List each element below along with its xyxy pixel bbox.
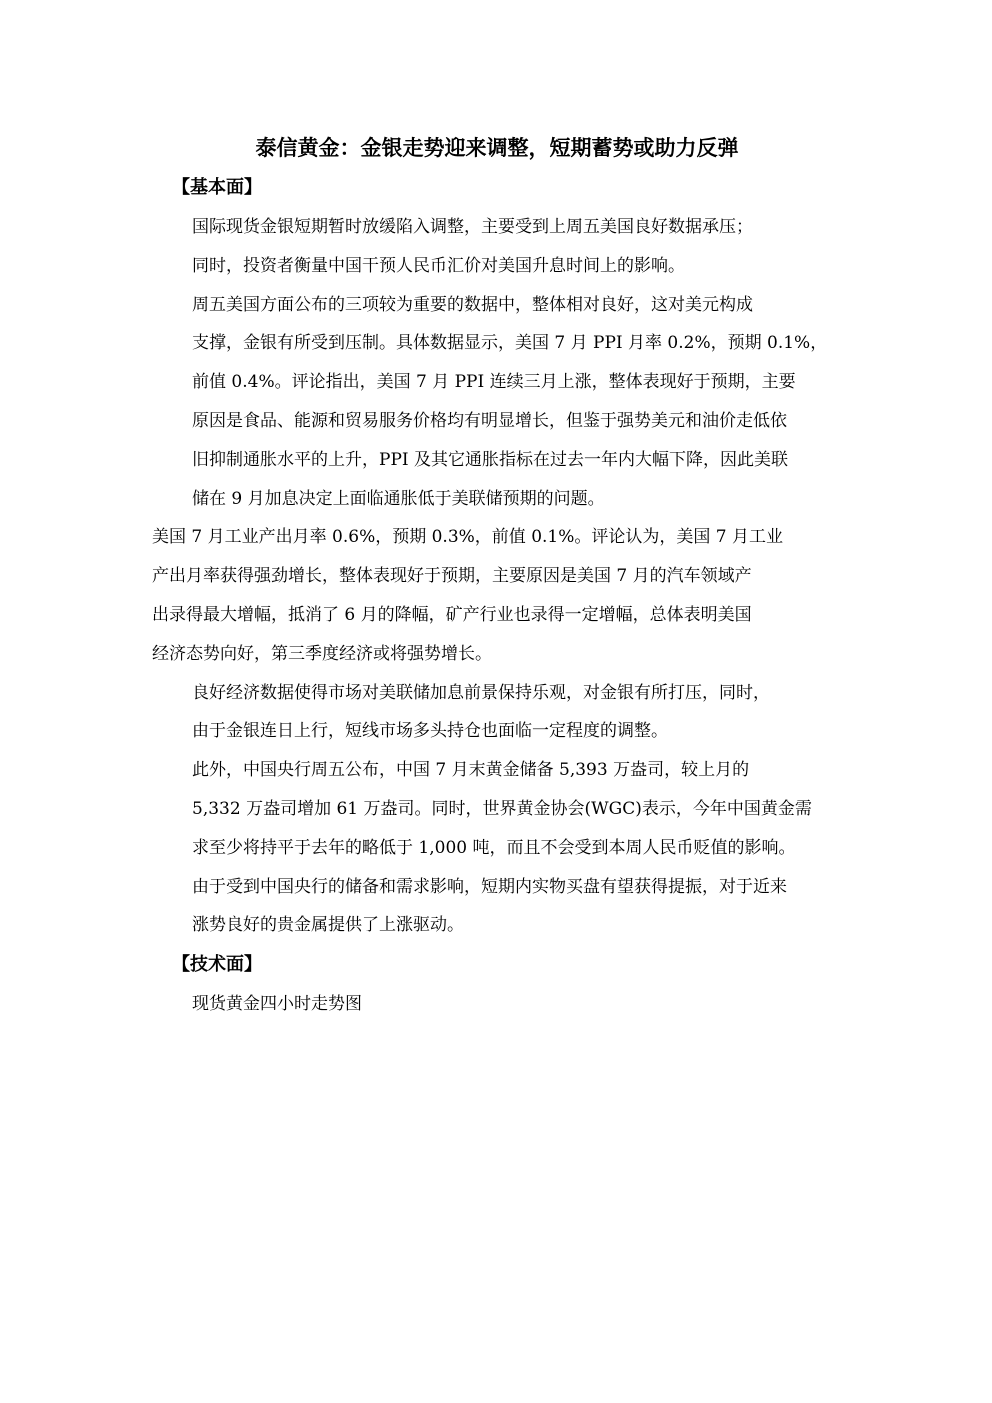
text-line: 出录得最大增幅，抵消了 6 月的降幅，矿产行业也录得一定增幅，总体表明美国 (152, 604, 752, 625)
paragraph-5 (152, 751, 842, 945)
paragraph-6 (152, 985, 842, 1024)
text-line: 周五美国方面公布的三项较为重要的数据中，整体相对良好，这对美元构成 (192, 294, 753, 315)
text-line: 产出月率获得强劲增长，整体表现好于预期，主要原因是美国 7 月的汽车领域产 (152, 566, 752, 587)
text-line: 支撑，金银有所受到压制。具体数据显示，美国 7 月 PPI 月率 0.2%，预期 0.1%， (192, 333, 828, 354)
text-line: 经济态势向好，第三季度经济或将强势增长。 (152, 643, 492, 664)
paragraph-3 (152, 518, 842, 673)
text-line: 原因是食品、能源和贸易服务价格均有明显增长，但鉴于强势美元和油价走低依 (192, 410, 787, 431)
document-title: 泰信黄金：金银走势迎来调整，短期蓄势或助力反弹 (255, 136, 739, 160)
document-body (152, 128, 842, 1024)
text-line: 此外，中国央行周五公布，中国 7 月末黄金储备 5,393 万盎司，较上月的 (192, 760, 750, 781)
section-heading-technicals: 【技术面】 (172, 954, 262, 976)
text-line: 旧抑制通胀水平的上升，PPI 及其它通胀指标在过去一年内大幅下降，因此美联 (192, 449, 788, 470)
text-line: 由于金银连日上行，短线市场多头持仓也面临一定程度的调整。 (192, 721, 668, 742)
text-line: 前值 0.4%。评论指出，美国 7 月 PPI 连续三月上涨，整体表现好于预期，主要 (192, 372, 796, 393)
text-line: 5,332 万盎司增加 61 万盎司。同时，世界黄金协会(WGC)表示，今年中国黄金需 (192, 798, 812, 819)
text-line: 良好经济数据使得市场对美联储加息前景保持乐观，对金银有所打压，同时， (192, 682, 770, 703)
paragraph-2 (152, 286, 842, 519)
text-line: 国际现货金银短期暂时放缓陷入调整，主要受到上周五美国良好数据承压； (192, 217, 753, 237)
text-line: 涨势良好的贵金属提供了上涨驱动。 (192, 915, 464, 936)
text-line: 美国 7 月工业产出月率 0.6%，预期 0.3%，前值 0.1%。评论认为，美国 7 月工业 (152, 527, 784, 548)
paragraph-1 (152, 208, 842, 286)
paragraph-4 (152, 674, 842, 752)
section-heading-fundamentals: 【基本面】 (172, 177, 262, 198)
text-line: 求至少将持平于去年的略低于 1,000 吨，而且不会受到本周人民币贬值的影响。 (192, 837, 796, 858)
text-line: 由于受到中国央行的储备和需求影响，短期内实物买盘有望获得提振，对于近来 (192, 876, 787, 897)
text-line: 现货黄金四小时走势图 (192, 994, 362, 1015)
text-line: 同时，投资者衡量中国干预人民币汇价对美国升息时间上的影响。 (192, 255, 685, 276)
text-line: 储在 9 月加息决定上面临通胀低于美联储预期的问题。 (192, 488, 605, 509)
